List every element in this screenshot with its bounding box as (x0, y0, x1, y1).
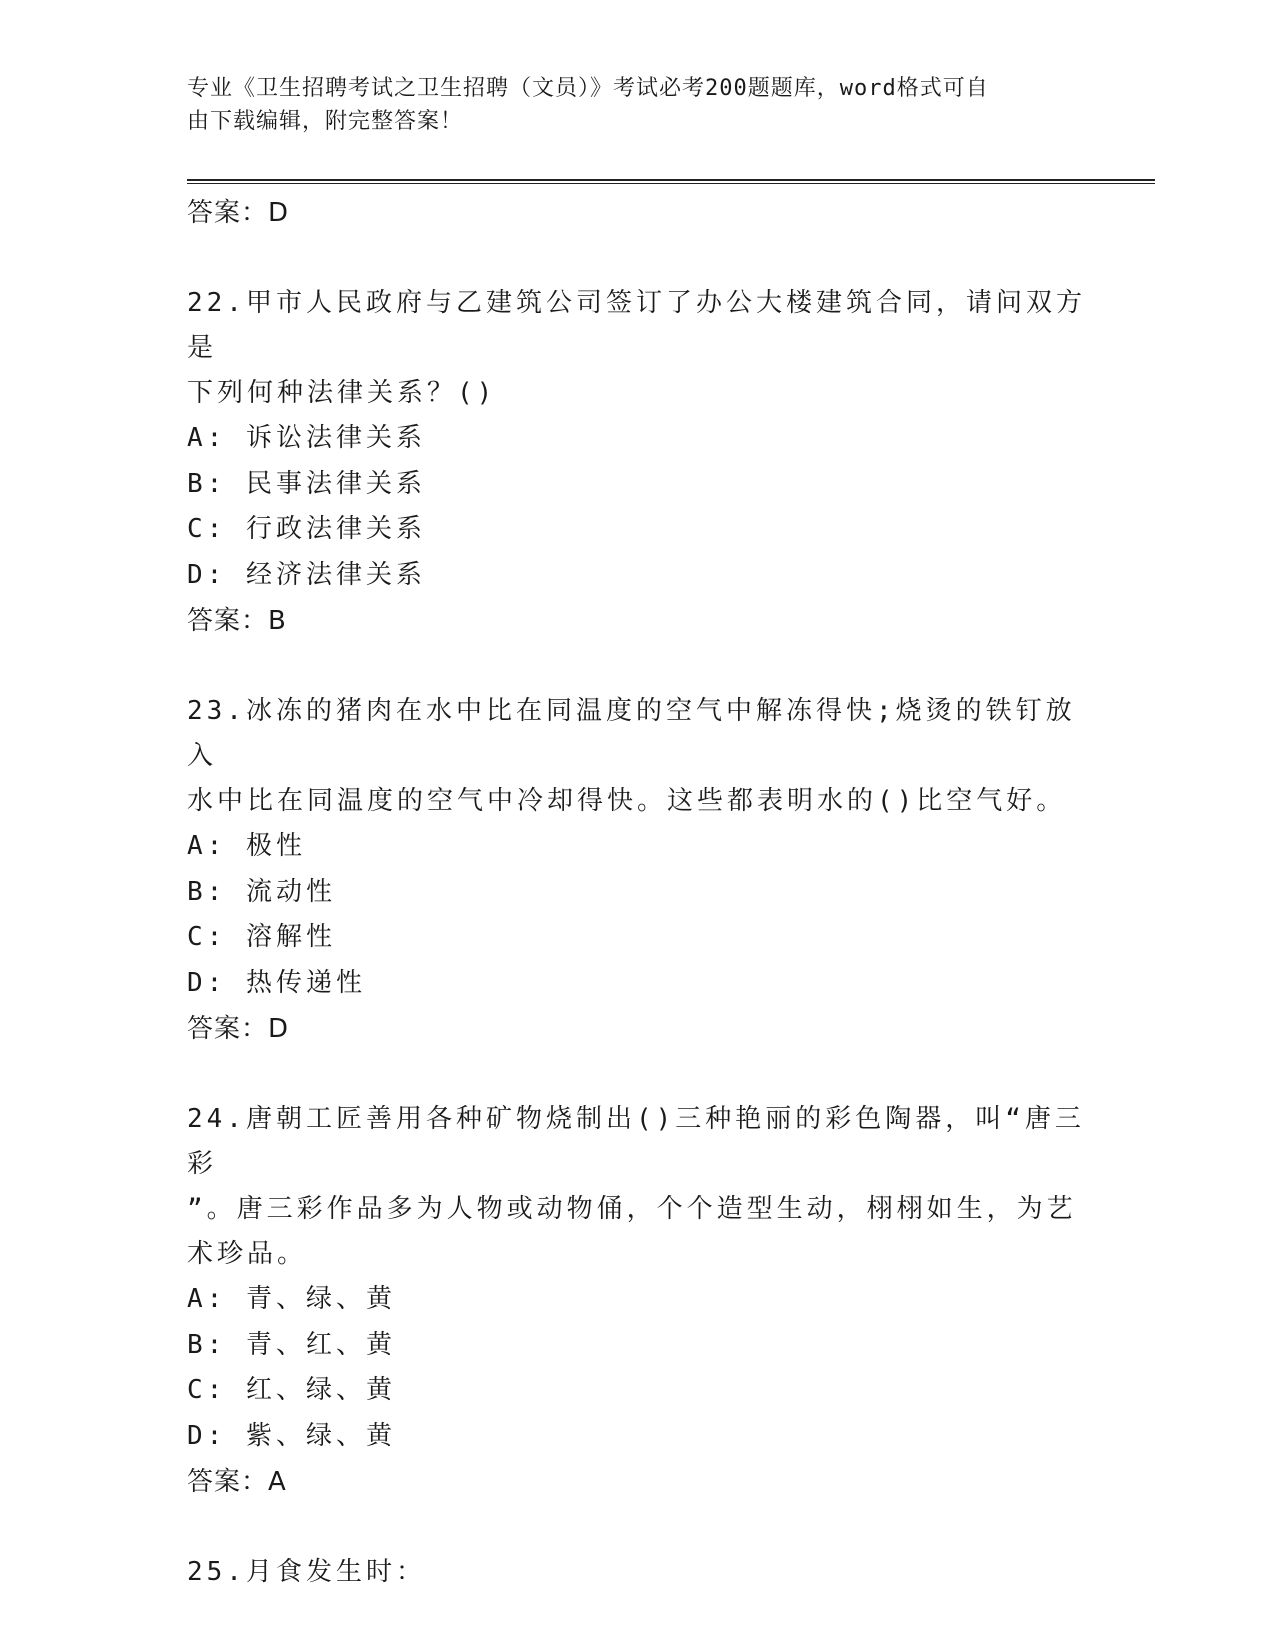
option-d: D: 紫、绿、黄 (187, 1420, 396, 1451)
question-text-line: ”。唐三彩作品多为人物或动物俑，个个造型生动，栩栩如生，为艺 (187, 1194, 1077, 1224)
question-text-line: 24.唐朝工匠善用各种矿物烧制出()三种艳丽的彩色陶器，叫“唐三彩 (187, 1104, 1085, 1179)
spacer (187, 1052, 1087, 1097)
page-header (187, 72, 1067, 138)
option-c: C: 红、绿、黄 (187, 1375, 396, 1405)
question-text-line: 25.月食发生时： (187, 1557, 426, 1587)
header-divider-thin (187, 183, 1155, 184)
option-a: A: 青、绿、黄 (187, 1284, 396, 1314)
spacer (187, 1505, 1087, 1550)
answer-line: 答案：D (187, 1014, 290, 1044)
question-text-line: 术珍品。 (187, 1239, 308, 1269)
answer-line: 答案：A (187, 1467, 287, 1497)
question-text-line: 水中比在同温度的空气中冷却得快。这些都表明水的()比空气好。 (187, 786, 1067, 816)
answer-line: 答案：B (187, 606, 287, 636)
option-b: B: 青、红、黄 (187, 1329, 396, 1360)
question-text-line: 22.甲市人民政府与乙建筑公司签订了办公大楼建筑合同，请问双方是 (187, 288, 1086, 363)
answer-line: 答案：D (187, 198, 290, 228)
question-text-line: 下列何种法律关系？() (187, 378, 497, 408)
option-b: B: 民事法律关系 (187, 468, 426, 499)
question-text-line: 23.冰冻的猪肉在水中比在同温度的空气中解冻得快;烧烫的铁钉放入 (187, 696, 1076, 771)
header-line-1: 专业《卫生招聘考试之卫生招聘（文员）》考试必考200题题库，word格式可自 (187, 76, 989, 101)
question-23 (187, 689, 1087, 1052)
option-b: B: 流动性 (187, 876, 336, 907)
question-24 (187, 1097, 1087, 1505)
spacer (187, 644, 1087, 689)
option-c: C: 行政法律关系 (187, 514, 426, 544)
option-d: D: 经济法律关系 (187, 559, 426, 590)
option-a: A: 诉讼法律关系 (187, 423, 426, 453)
option-c: C: 溶解性 (187, 922, 336, 952)
spacer (187, 236, 1087, 281)
header-line-2: 由下载编辑，附完整答案！ (187, 109, 464, 134)
option-a: A: 极性 (187, 831, 306, 861)
question-list (187, 190, 1087, 1595)
question-22 (187, 281, 1087, 644)
header-divider-thick (187, 179, 1155, 181)
option-d: D: 热传递性 (187, 967, 366, 998)
question-25 (187, 1550, 1087, 1595)
